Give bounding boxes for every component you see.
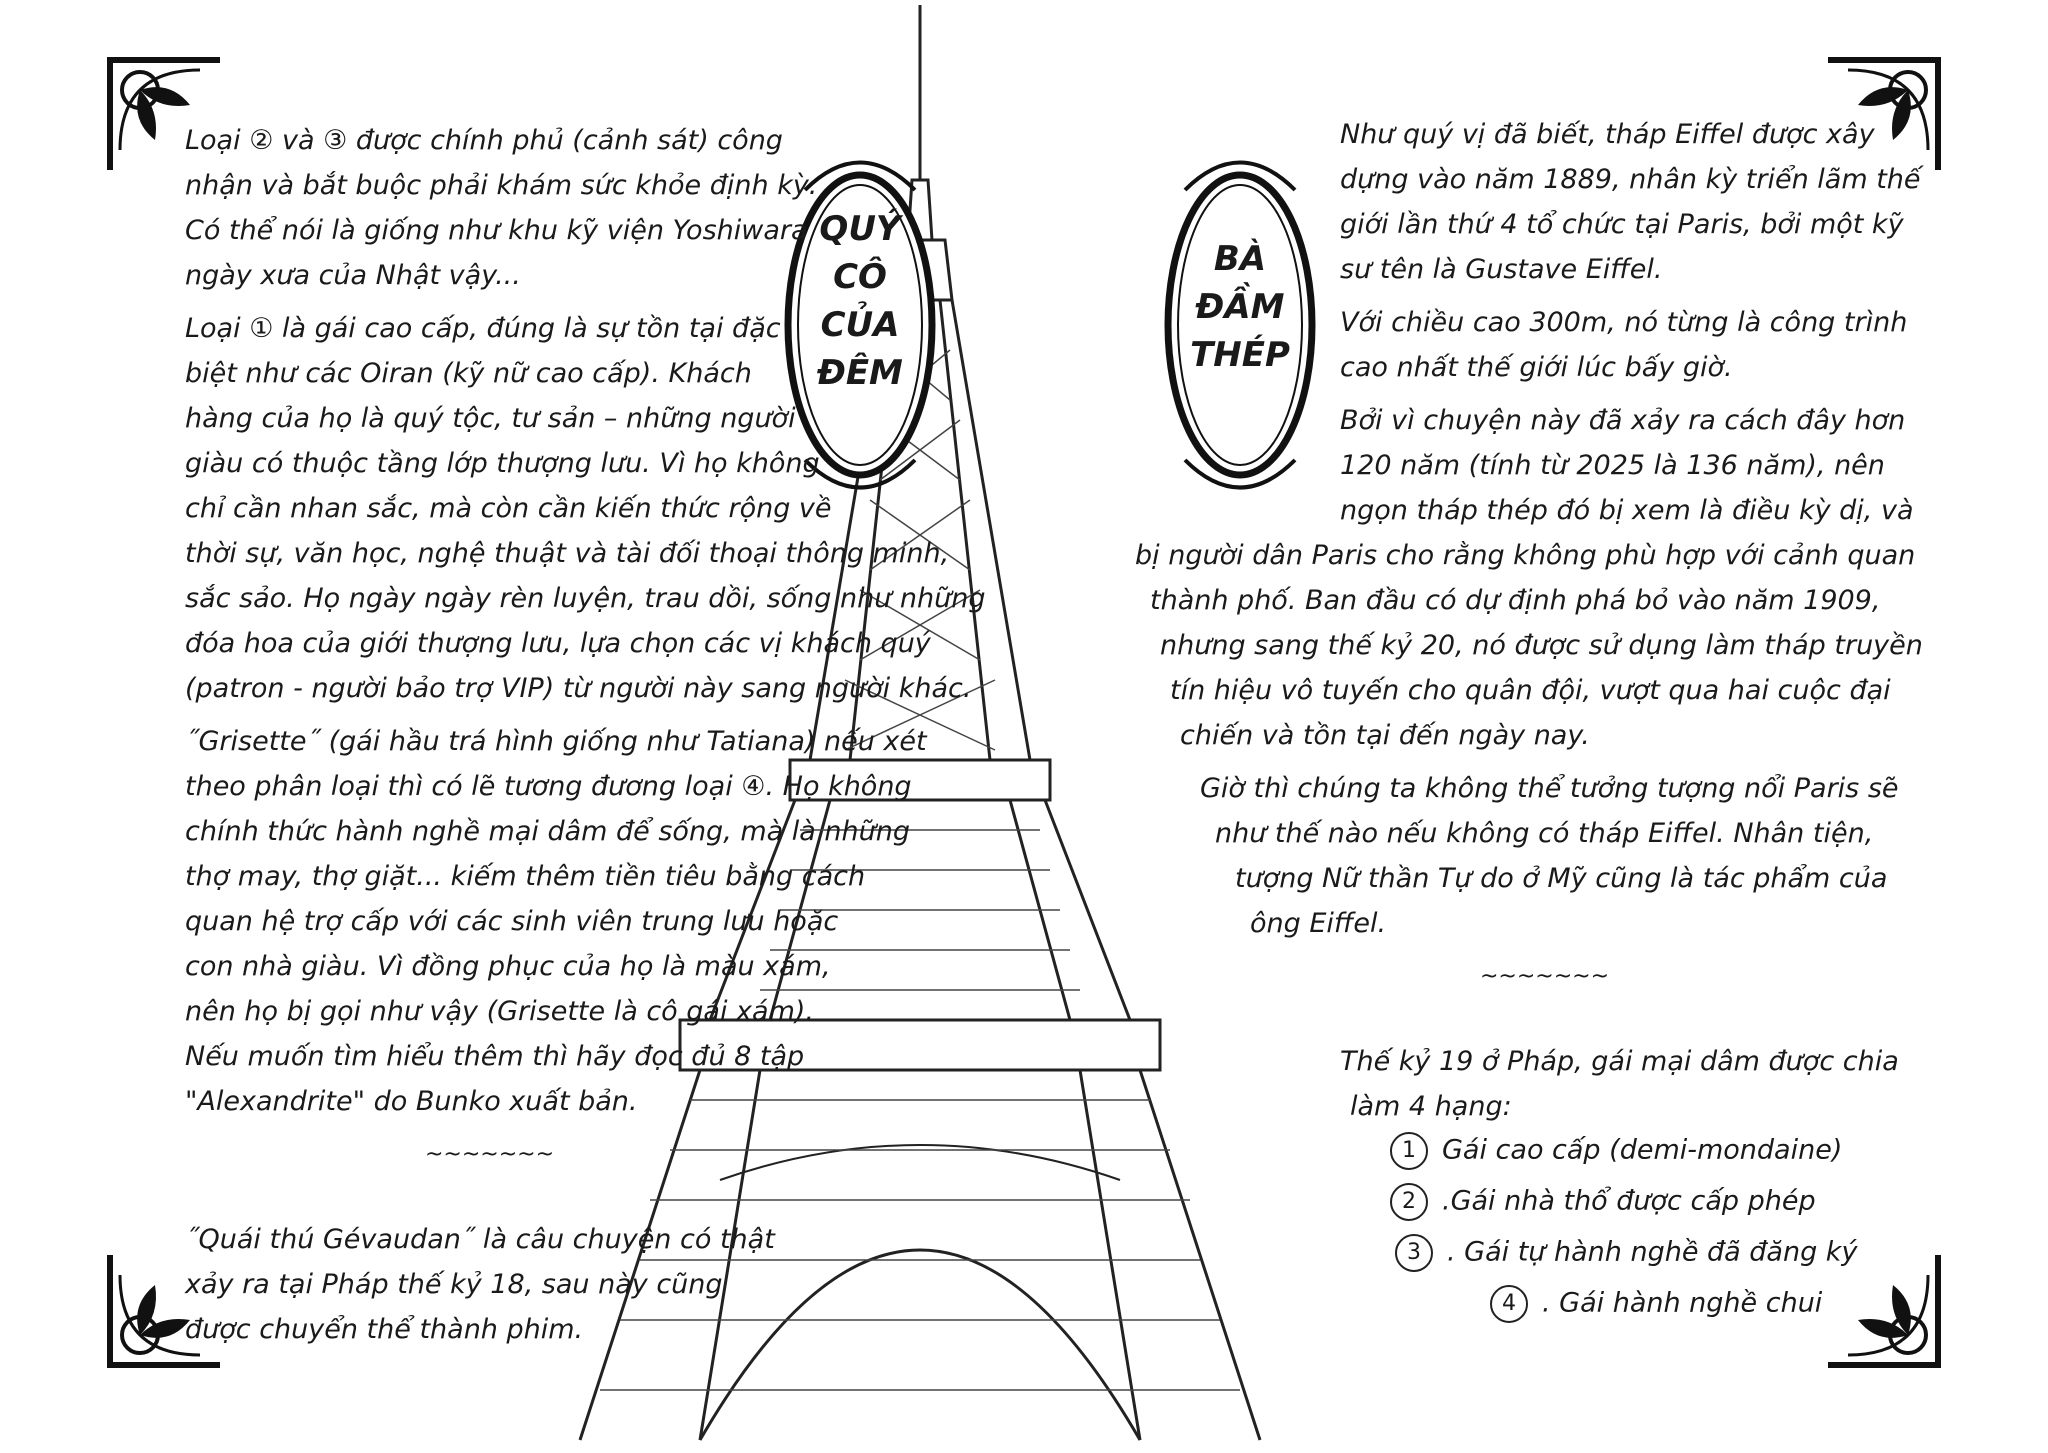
paragraph-2 (185, 306, 986, 711)
number-circle: 4 (1490, 1285, 1528, 1323)
number-circle: 3 (1395, 1234, 1433, 1272)
oval-left-line: QUÝ (819, 209, 901, 249)
paragraph-r1 (1135, 112, 1921, 292)
number-circle: 1 (1390, 1132, 1428, 1170)
text-line: chiến và tồn tại đến ngày nay. (1180, 720, 1590, 751)
text-line: con nhà giàu. Vì đồng phục của họ là màu xám, (185, 951, 831, 982)
text-line: bị người dân Paris cho rằng không phù hợp với cảnh quan (1135, 540, 1916, 571)
text-line: Có thể nói là giống như khu kỹ viện Yoshiwara (185, 215, 808, 246)
text-line: ngày xưa của Nhật vậy... (185, 260, 521, 291)
text-line: Bởi vì chuyện này đã xảy ra cách đây hơn (1340, 405, 1906, 436)
paragraph-r3 (1135, 398, 1923, 758)
text-line: theo phân loại thì có lẽ tương đương loại ④. Họ không (185, 771, 912, 802)
text-line: xảy ra tại Pháp thế kỷ 18, sau này cũng (185, 1269, 723, 1300)
paragraph-4 (185, 1217, 925, 1352)
paragraph-3 (185, 719, 925, 1124)
oval-left-line: ĐÊM (817, 353, 903, 393)
text-line: tượng Nữ thần Tự do ở Mỹ cũng là tác phẩm của (1235, 863, 1888, 894)
oval-right-line: BÀ (1213, 239, 1267, 279)
text-line: thành phố. Ban đầu có dự định phá bỏ vào năm 1909, (1150, 585, 1881, 616)
text-line: Giờ thì chúng ta không thể tưởng tượng nổi Paris sẽ (1200, 773, 1899, 804)
list-text: Gái cao cấp (demi-mondaine) (1442, 1134, 1843, 1166)
oval-left-line: CỦA (820, 305, 900, 345)
list-item-2 (1390, 1183, 1816, 1221)
text-line: thợ may, thợ giặt... kiếm thêm tiền tiêu bằng cách (185, 861, 866, 892)
list-item-3 (1395, 1234, 1857, 1272)
text-line: đóa hoa của giới thượng lưu, lựa chọn các vị khách quý (185, 628, 931, 659)
text-line: 120 năm (tính từ 2025 là 136 năm), nên (1340, 450, 1885, 481)
text-line: biệt như các Oiran (kỹ nữ cao cấp). Khách (185, 358, 752, 389)
text-line: sắc sảo. Họ ngày ngày rèn luyện, trau dồi, sống như những (185, 583, 986, 614)
text-line: "Alexandrite" do Bunko xuất bản. (185, 1086, 638, 1117)
text-line: Nếu muốn tìm hiểu thêm thì hãy đọc đủ 8 tập (185, 1041, 805, 1072)
text-line: giàu có thuộc tầng lớp thượng lưu. Vì họ không (185, 448, 820, 479)
text-line: như thế nào nếu không có tháp Eiffel. Nhân tiện, (1215, 818, 1874, 849)
text-line: quan hệ trợ cấp với các sinh viên trung lưu hoặc (185, 906, 839, 937)
text-line: thời sự, văn học, nghệ thuật và tài đối thoại thông minh, (185, 538, 950, 569)
text-line: ˝Quái thú Gévaudan˝ là câu chuyện có thật (185, 1224, 775, 1255)
oval-right-line: THÉP (1190, 335, 1290, 375)
text-line: Với chiều cao 300m, nó từng là công trình (1340, 307, 1908, 338)
text-line: làm 4 hạng: (1350, 1091, 1512, 1122)
oval-right-line: ĐẦM (1195, 287, 1285, 327)
text-line: (patron - người bảo trợ VIP) từ người này sang người khác. (185, 673, 972, 704)
text-line: ngọn tháp thép đó bị xem là điều kỳ dị, và (1340, 495, 1914, 526)
text-line: nhưng sang thế kỷ 20, nó được sử dụng làm tháp truyền (1160, 630, 1923, 661)
list-item-1 (1390, 1132, 1842, 1170)
text-line: dựng vào năm 1889, nhân kỳ triển lãm thế (1340, 164, 1921, 195)
paragraph-r5 (1135, 1039, 1915, 1129)
oval-left-line: CÔ (833, 257, 887, 297)
text-line: được chuyển thể thành phim. (185, 1314, 584, 1345)
paragraph-r4 (1135, 766, 1915, 946)
text-line: ˝Grisette˝ (gái hầu trá hình giống như Tatiana) nếu xét (185, 726, 927, 757)
text-line: sư tên là Gustave Eiffel. (1340, 254, 1663, 285)
text-line: hàng của họ là quý tộc, tư sản – những người (185, 403, 796, 434)
text-line: nhận và bắt buộc phải khám sức khỏe định kỳ. (185, 170, 818, 201)
text-line: Thế kỷ 19 ở Pháp, gái mại dâm được chia (1340, 1046, 1899, 1077)
text-line: Loại ② và ③ được chính phủ (cảnh sát) công (185, 125, 783, 156)
number-circle: 2 (1390, 1183, 1428, 1221)
text-line: chỉ cần nhan sắc, mà còn cần kiến thức rộng về (185, 493, 832, 524)
paragraph-1 (185, 118, 925, 298)
text-line: chính thức hành nghề mại dâm để sống, mà là những (185, 816, 911, 847)
text-line: giới lần thứ 4 tổ chức tại Paris, bởi một kỹ (1340, 209, 1904, 240)
text-line: Như quý vị đã biết, tháp Eiffel được xây (1340, 119, 1875, 150)
paragraph-r2 (1135, 300, 1915, 390)
left-column (185, 118, 986, 1360)
separator-left: ~~~~~~~ (425, 1142, 555, 1167)
text-line: cao nhất thế giới lúc bấy giờ. (1340, 352, 1733, 383)
separator-right: ~~~~~~~ (1480, 964, 1610, 989)
list-text: .Gái nhà thổ được cấp phép (1442, 1185, 1816, 1217)
right-column (1135, 112, 1923, 1137)
text-line: ông Eiffel. (1250, 908, 1387, 939)
text-line: tín hiệu vô tuyến cho quân đội, vượt qua hai cuộc đại (1170, 675, 1891, 706)
list-text: . Gái hành nghề chui (1542, 1287, 1823, 1319)
text-line: Loại ① là gái cao cấp, đúng là sự tồn tại đặc (185, 313, 781, 344)
list-item-4 (1490, 1285, 1822, 1323)
list-text: . Gái tự hành nghề đã đăng ký (1447, 1236, 1858, 1268)
text-line: nên họ bị gọi như vậy (Grisette là cô gái xám). (185, 996, 814, 1027)
